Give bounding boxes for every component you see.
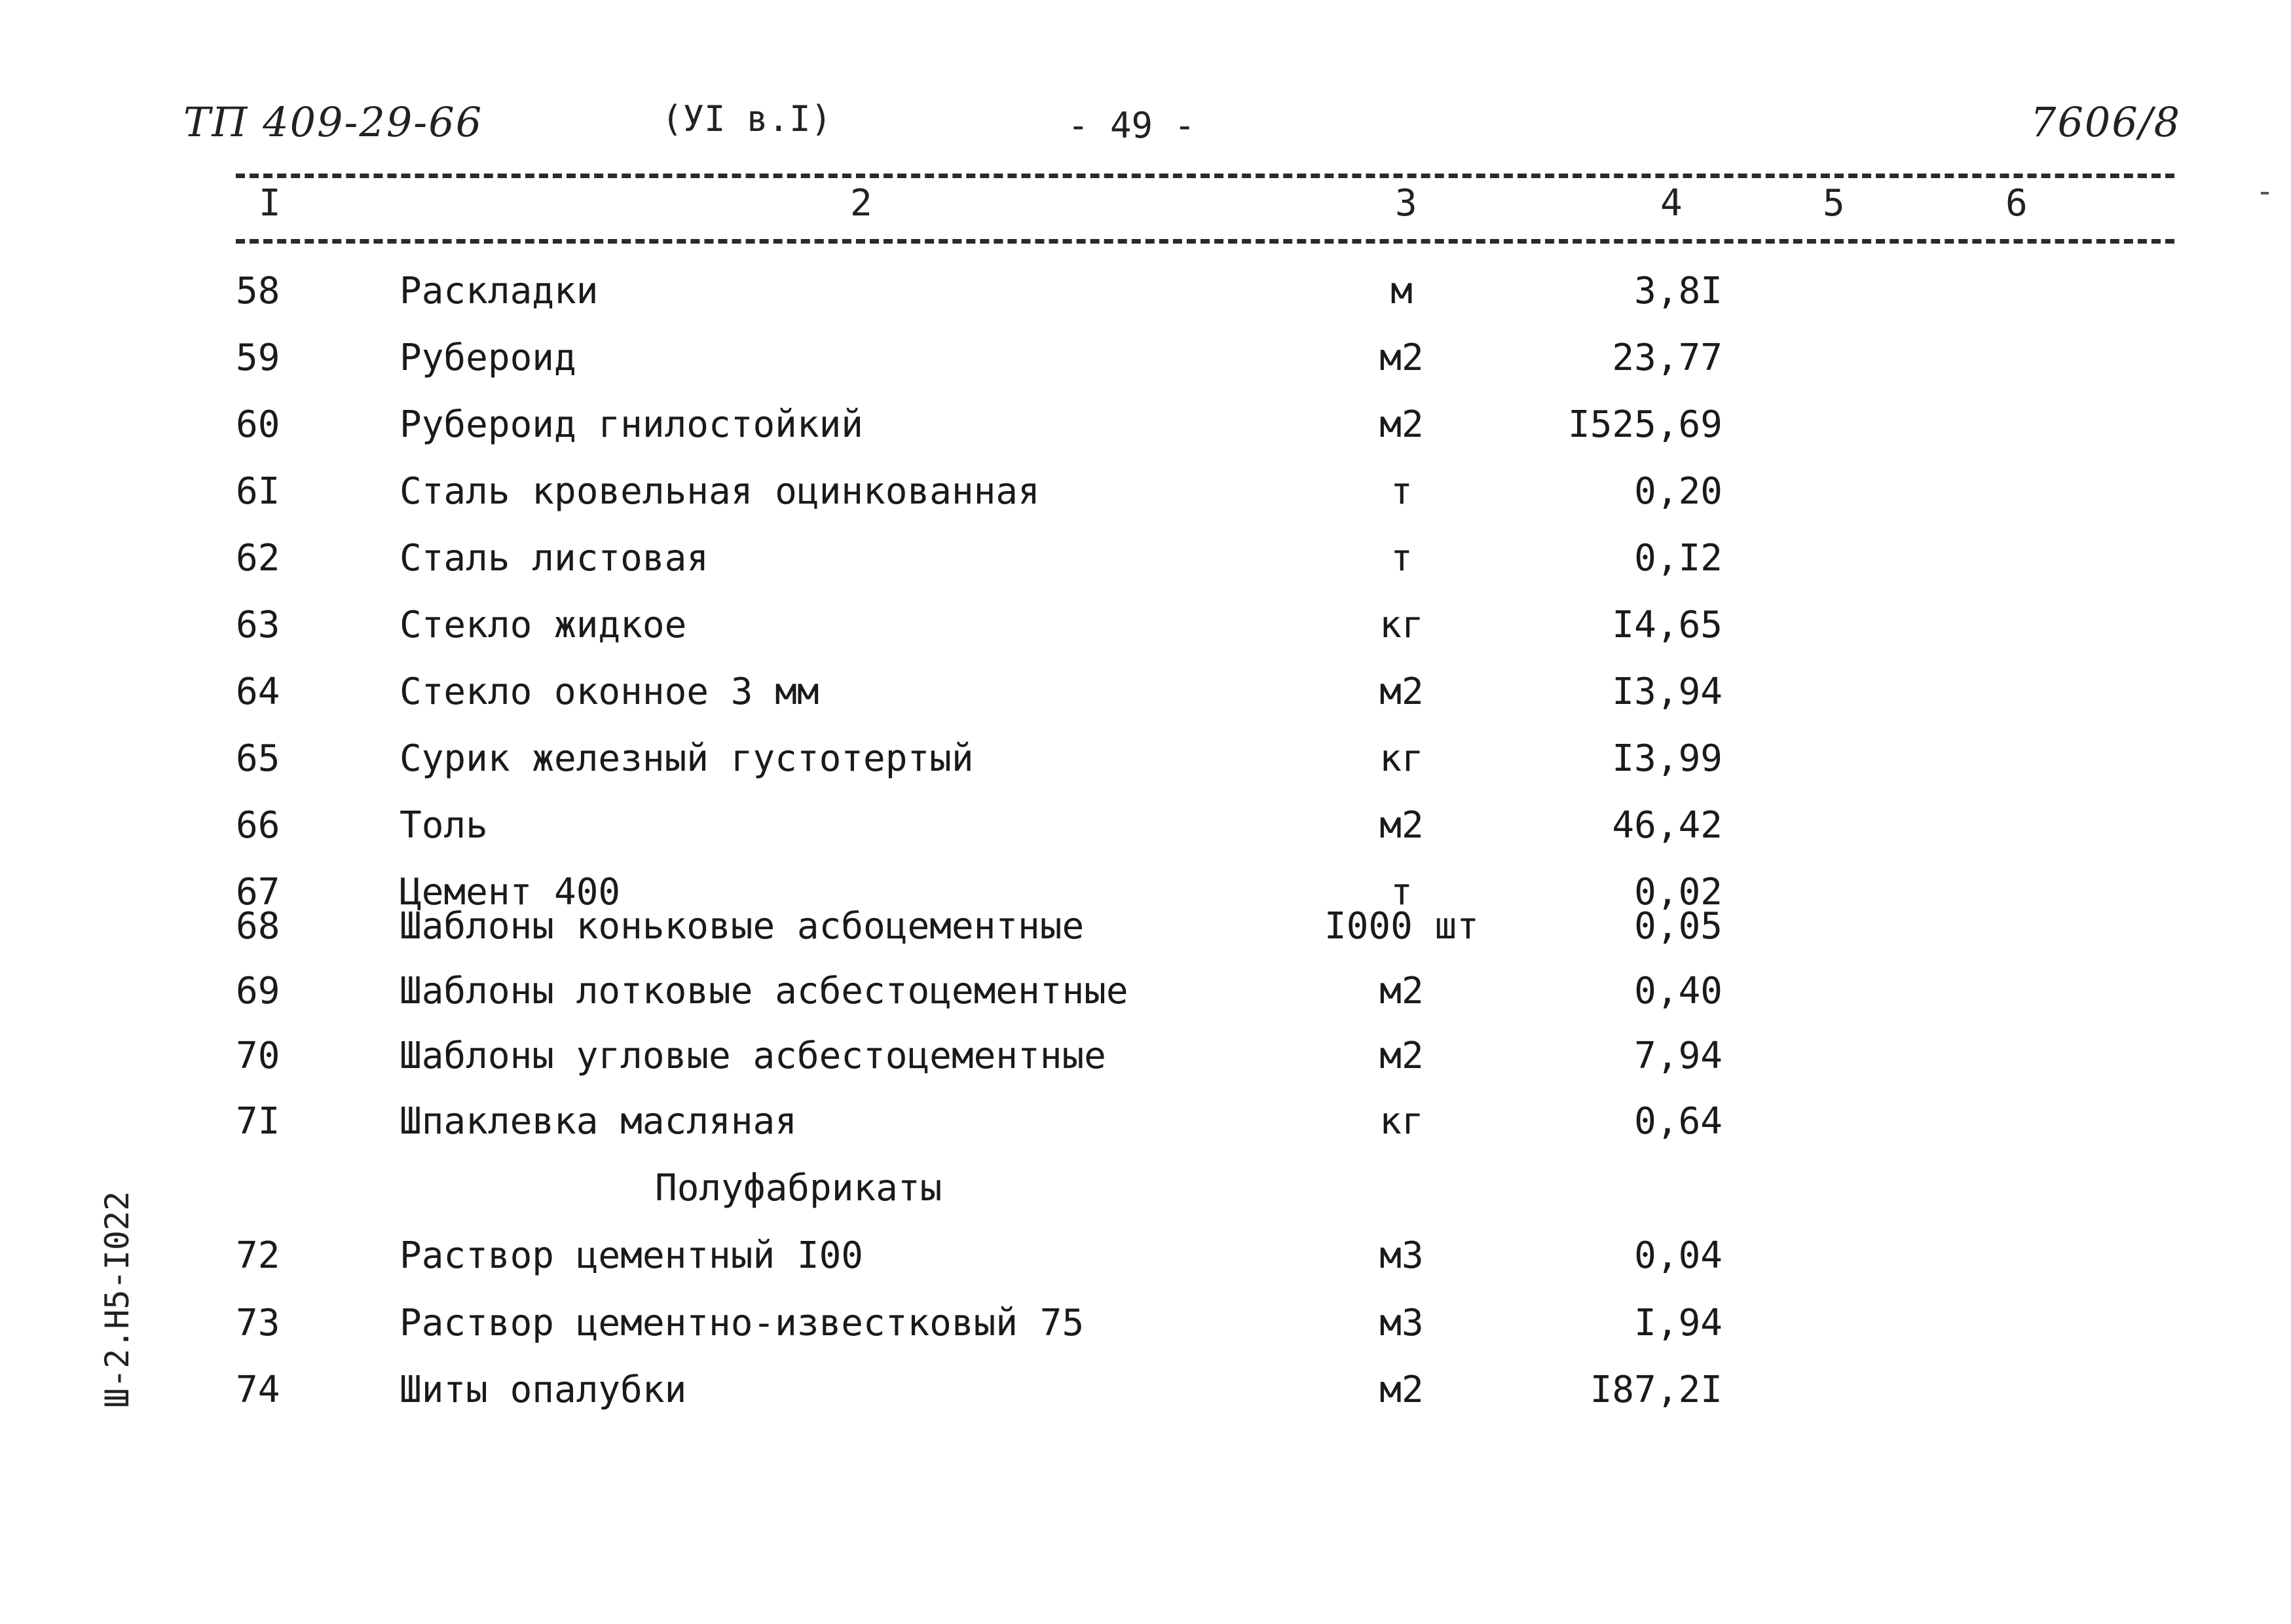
- row-number: 73: [236, 1302, 280, 1344]
- unit: I000 шт: [1324, 905, 1479, 948]
- material-name: Шаблоны лотковые асбестоцементные: [400, 970, 1128, 1012]
- row-number: 68: [236, 905, 280, 948]
- quantity: 0,05: [1634, 905, 1723, 948]
- column-number-1: I: [259, 182, 281, 225]
- table-row: [0, 737, 2291, 790]
- row-number: 69: [236, 970, 280, 1012]
- material-name: Шаблоны коньковые асбоцементные: [400, 905, 1085, 948]
- table-row: [0, 1369, 2291, 1421]
- row-number: 59: [236, 337, 280, 379]
- column-number-3: 3: [1395, 182, 1417, 225]
- row-number: 72: [236, 1234, 280, 1277]
- quantity: 3,8I: [1634, 270, 1723, 312]
- material-name: Сталь листовая: [400, 537, 709, 580]
- material-name: Шаблоны угловые асбестоцементные: [400, 1035, 1106, 1077]
- row-number: 64: [236, 671, 280, 713]
- table-row: [0, 804, 2291, 857]
- table-row: [0, 270, 2291, 322]
- material-name: Сталь кровельная оцинкованная: [400, 470, 1040, 513]
- unit: т: [1390, 470, 1413, 513]
- material-name: Раскладки: [400, 270, 599, 312]
- unit: м2: [1379, 671, 1424, 713]
- unit: кг: [1379, 737, 1424, 780]
- table-row: [0, 537, 2291, 589]
- row-number: 7I: [236, 1100, 280, 1143]
- unit: м2: [1379, 403, 1424, 446]
- material-name: Сурик железный густотертый: [400, 737, 974, 780]
- material-name: Рубероид гнилостойкий: [400, 403, 864, 446]
- quantity: I3,99: [1612, 737, 1723, 780]
- column-number-4: 4: [1660, 182, 1683, 225]
- section-title: Полуфабрикаты: [655, 1167, 942, 1209]
- table-row: [0, 604, 2291, 656]
- column-number-6: 6: [2005, 182, 2028, 225]
- quantity: 46,42: [1612, 804, 1723, 847]
- table-row: [0, 905, 2291, 957]
- sheet-id: 7606/8: [2030, 98, 2182, 146]
- column-number-5: 5: [1823, 182, 1845, 225]
- material-name: Шиты опалубки: [400, 1369, 687, 1411]
- side-stamp: Ш-2.Н5-I022: [98, 1190, 136, 1408]
- row-number: 58: [236, 270, 280, 312]
- margin-speck: [2261, 192, 2269, 194]
- unit: м2: [1379, 1369, 1424, 1411]
- material-name: Толь: [400, 804, 488, 847]
- material-name: Стекло оконное 3 мм: [400, 671, 819, 713]
- unit: м2: [1379, 337, 1424, 379]
- doc-code: ТП 409-29-66: [183, 98, 483, 146]
- quantity: 7,94: [1634, 1035, 1723, 1077]
- quantity: 23,77: [1612, 337, 1723, 379]
- row-number: 6I: [236, 470, 280, 513]
- unit: м3: [1379, 1234, 1424, 1277]
- row-number: 62: [236, 537, 280, 580]
- material-name: Стекло жидкое: [400, 604, 687, 646]
- unit: кг: [1379, 604, 1424, 646]
- volume-label: (УI в.I): [661, 98, 832, 139]
- unit: т: [1390, 871, 1413, 913]
- quantity: I525,69: [1567, 403, 1723, 446]
- quantity: 0,40: [1634, 970, 1723, 1012]
- row-number: 66: [236, 804, 280, 847]
- table-row: [0, 970, 2291, 1022]
- unit: м3: [1379, 1302, 1424, 1344]
- table-row: [0, 1100, 2291, 1153]
- header-bottom-rule: [236, 239, 2174, 244]
- table-row: [0, 1234, 2291, 1287]
- quantity: 0,02: [1634, 871, 1723, 913]
- material-name: Цемент 400: [400, 871, 621, 913]
- quantity: 0,20: [1634, 470, 1723, 513]
- unit: м2: [1379, 970, 1424, 1012]
- table-row: [0, 337, 2291, 389]
- unit: м2: [1379, 1035, 1424, 1077]
- row-number: 60: [236, 403, 280, 446]
- quantity: 0,64: [1634, 1100, 1723, 1143]
- unit: м: [1390, 270, 1413, 312]
- table-row: [0, 470, 2291, 523]
- quantity: 0,I2: [1634, 537, 1723, 580]
- row-number: 63: [236, 604, 280, 646]
- page-number: - 49 -: [1068, 105, 1196, 146]
- unit: кг: [1379, 1100, 1424, 1143]
- quantity: 0,04: [1634, 1234, 1723, 1277]
- table-row: [0, 671, 2291, 723]
- column-number-2: 2: [850, 182, 872, 225]
- quantity: I,94: [1634, 1302, 1723, 1344]
- quantity: I3,94: [1612, 671, 1723, 713]
- material-name: Шпаклевка масляная: [400, 1100, 797, 1143]
- quantity: I4,65: [1612, 604, 1723, 646]
- material-name: Раствор цементный I00: [400, 1234, 864, 1277]
- material-name: Рубероид: [400, 337, 576, 379]
- row-number: 70: [236, 1035, 280, 1077]
- row-number: 74: [236, 1369, 280, 1411]
- row-number: 67: [236, 871, 280, 913]
- table-row: [0, 1035, 2291, 1087]
- table-row: [0, 1302, 2291, 1354]
- header-top-rule: [236, 174, 2174, 178]
- row-number: 65: [236, 737, 280, 780]
- quantity: I87,2I: [1590, 1369, 1723, 1411]
- material-name: Раствор цементно-известковый 75: [400, 1302, 1085, 1344]
- unit: м2: [1379, 804, 1424, 847]
- unit: т: [1390, 537, 1413, 580]
- table-row: [0, 403, 2291, 456]
